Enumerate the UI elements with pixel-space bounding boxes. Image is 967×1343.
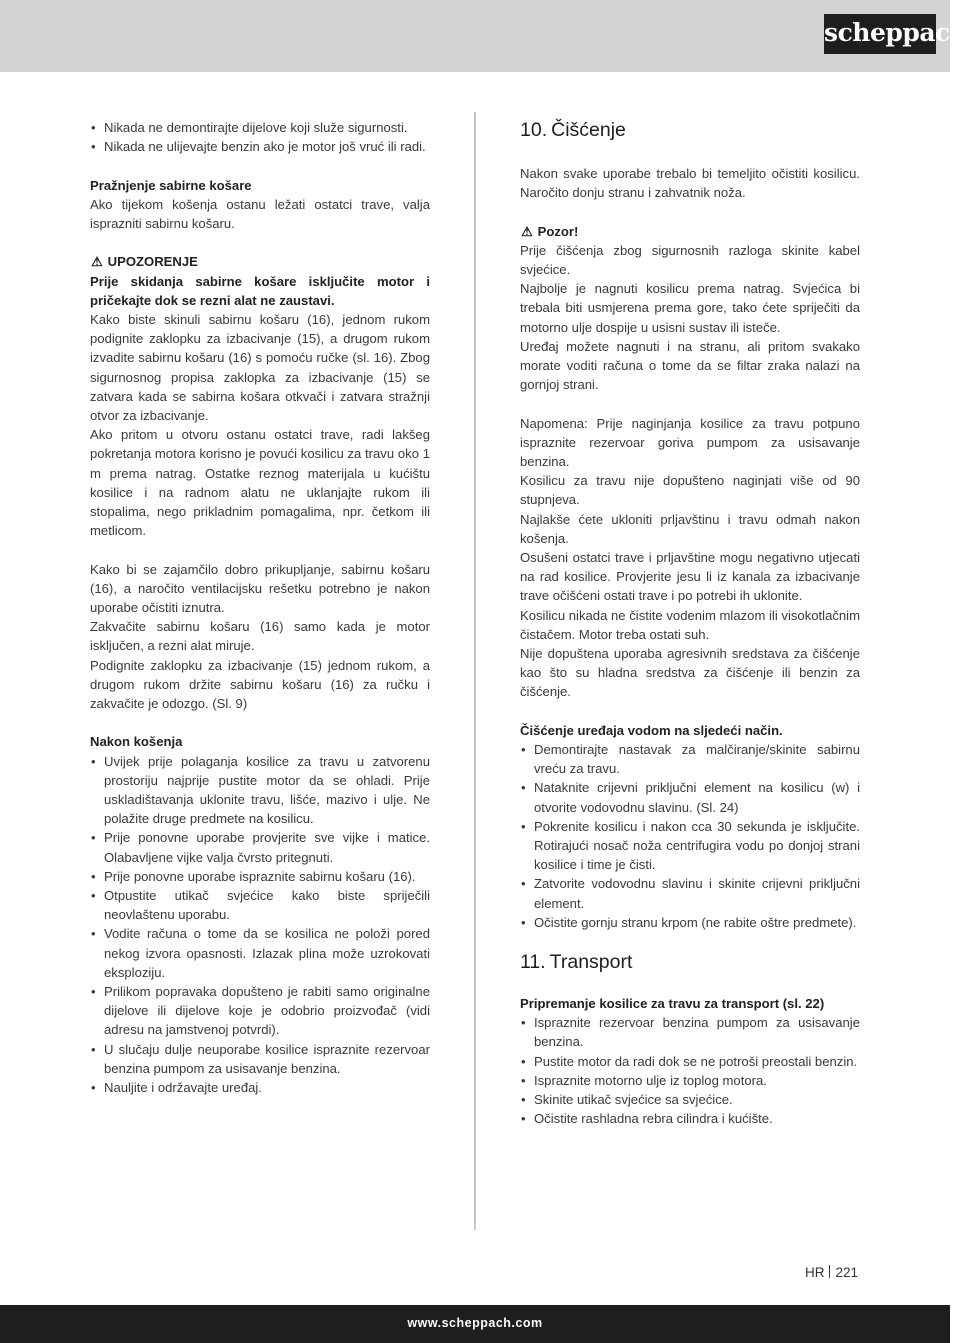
paragraph: Prije čišćenja zbog sigurnosnih razloga skinite kabel svjećice. bbox=[520, 242, 860, 277]
list-item: • Očistite rashladna rebra cilindra i kućište. bbox=[520, 1109, 860, 1128]
separator bbox=[829, 1265, 830, 1278]
section-11-heading bbox=[520, 950, 860, 974]
paragraph: Ako pritom u otvoru ostanu ostatci trave, radi lakšeg pokretanja motora korisno je povući kosilicu za travu oko 1 m prema natrag. Ostatke reznog materijala u kućištu kosilice i na radnom alatu ne uklanjajte rukom ili stopalima, nego prikladnim pomagalima, npr. četkom ili metlicom. bbox=[90, 427, 430, 539]
section-number: 11. bbox=[520, 951, 546, 974]
list-item: • Zatvorite vodovodnu slavinu i skinite crijevni priključni element. bbox=[520, 874, 860, 912]
list-item: • Prije ponovne uporabe ispraznite sabirnu košaru (16). bbox=[90, 867, 430, 886]
paragraph: Kosilicu nikada ne čistite vodenim mlazom ili visokotlačnim čistačem. Motor treba ostati suh. bbox=[520, 607, 860, 642]
list-item: • Vodite računa o tome da se kosilica ne položi pored nekog izvora opasnosti. Izlazak plina može uzrokovati eksploziju. bbox=[90, 924, 430, 982]
section-number: 10. bbox=[520, 119, 548, 141]
caution-label bbox=[520, 222, 860, 241]
header-bar bbox=[0, 0, 967, 72]
paragraph: Osušeni ostatci trave i prljavštine mogu negativno utjecati na rad kosilice. Provjerite jesu li iz kanala za izbacivanje trave očišćeni ostati trave i po potrebi ih uklonite. bbox=[520, 550, 860, 604]
list-item: • Prilikom popravaka dopušteno je rabiti samo originalne dijelove ili dijelove koje je odobrio proizvođač (vidi adresu na jamstvenoj potvrdi). bbox=[90, 982, 430, 1040]
list-item: • U slučaju dulje neuporabe kosilice ispraznite rezervoar benzina pumpom za usisavanje benzina. bbox=[90, 1040, 430, 1078]
list-item: • Ispraznite rezervoar benzina pumpom za usisavanje benzina. bbox=[520, 1013, 860, 1051]
right-column bbox=[520, 118, 860, 1129]
section-10-heading bbox=[520, 118, 860, 142]
transport-list bbox=[520, 1013, 860, 1128]
list-item: • Otpustite utikač svjećice kako biste spriječili neovlaštenu uporabu. bbox=[90, 886, 430, 924]
emptying-heading: Pražnjenje sabirne košare bbox=[90, 177, 252, 193]
list-item: • Pokrenite kosilicu i nakon cca 30 sekunda je isključite. Rotirajući nosač noža centrifugira vodu po donjoj strani kosilice i time je čisti. bbox=[520, 817, 860, 875]
website-link[interactable]: www.scheppach.com bbox=[407, 1316, 543, 1330]
paragraph: Uređaj možete nagnuti i na stranu, ali pritom svakako morate voditi računa o tome da se filtar zraka nalazi na gornjoj strani. bbox=[520, 338, 860, 393]
warning-text: Prije skidanja sabirne košare isključite motor i pričekajte dok se rezni alat ne zaustavi. bbox=[90, 273, 430, 308]
list-item: • Uvijek prije polaganja kosilice za travu u zatvorenu prostoriju najprije pustite motor da se ohladi. Prije uskladištavanja uklonite travu, lišće, mazivo i ulje. Ne polažite druge predmete na kosilicu. bbox=[90, 752, 430, 829]
transport-heading: Pripremanje kosilice za travu za transport (sl. 22) bbox=[520, 996, 825, 1012]
list-item: • Nauljite i održavajte uređaj. bbox=[90, 1078, 430, 1097]
section-title: Čišćenje bbox=[551, 119, 626, 141]
paragraph: Kosilicu za travu nije dopušteno naginjati više od 90 stupnjeva. bbox=[520, 473, 860, 508]
list-item: • Prije ponovne uporabe provjerite sve vijke i matice. Olabavljene vijke valja čvrsto pritegnuti. bbox=[90, 828, 430, 866]
list-item: • Nikada ne demontirajte dijelove koji služe sigurnosti. bbox=[90, 118, 430, 137]
list-item: • Skinite utikač svjećice sa svjećice. bbox=[520, 1090, 860, 1109]
warning-triangle-icon: ⚠ bbox=[521, 223, 533, 239]
after-mowing-list bbox=[90, 752, 430, 1098]
list-item: • Nataknite crijevni priključni element na kosilicu (w) i otvorite vodovodnu slavinu. (Sl. 24) bbox=[520, 778, 860, 816]
list-item: • Nikada ne ulijevajte benzin ako je motor još vruć ili radi. bbox=[90, 137, 430, 156]
paragraph: Najbolje je nagnuti kosilicu prema natrag. Svjećica bi trebala biti usmjerena prema gore, tako ćete spriječiti da motorno ulje dospije u usisni sustav ili isteče. bbox=[520, 281, 860, 335]
column-divider bbox=[474, 112, 476, 1230]
language-code: HR bbox=[804, 1265, 825, 1280]
paragraph: Kako bi se zajamčilo dobro prikupljanje, sabirnu košaru (16), a naročito ventilacijsku rešetku potrebno je nakon uporabe očistiti iznutra. bbox=[90, 561, 430, 616]
water-cleaning-heading: Čišćenje uređaja vodom na sljedeći način. bbox=[520, 722, 783, 738]
paragraph: Podignite zaklopku za izbacivanje (15) jednom rukom, a drugom rukom držite sabirnu košaru (16) za ručku i zakvačite je odozgo. (Sl. 9) bbox=[90, 657, 430, 712]
water-cleaning-list bbox=[520, 740, 860, 932]
scheppach-logo: scheppach bbox=[824, 14, 936, 54]
footer-bar bbox=[0, 1305, 950, 1343]
paragraph: Kako biste skinuli sabirnu košaru (16), jednom rukom podignite zaklopku za izbacivanje (15), a drugom rukom izvadite sabirnu košaru (16) s pomoću ručke (sl. 16). Zbog sigurnosnog propisa zaklopka za izbacivanje (15) se zatvara kada se sabirna košara otkvači i zatvara stražnji otvor za izbacivanje. bbox=[90, 312, 430, 424]
list-item: • Pustite motor da radi dok se ne potroši preostali benzin. bbox=[520, 1052, 860, 1071]
safety-bullet-list bbox=[90, 118, 430, 156]
paragraph: Nije dopuštena uporaba agresivnih sredstava za čišćenje kao što su hladna sredstva za čišćenje ili benzin za čišćenje. bbox=[520, 646, 860, 700]
list-item: • Očistite gornju stranu krpom (ne rabite oštre predmete). bbox=[520, 913, 860, 932]
page-number bbox=[805, 1265, 858, 1280]
warning-label-text: UPOZORENJE bbox=[107, 254, 198, 270]
paragraph: Najlakše ćete ukloniti prljavštinu i travu odmah nakon košenja. bbox=[520, 511, 860, 546]
page-number-value: 221 bbox=[835, 1265, 858, 1280]
warning-label bbox=[90, 252, 430, 271]
caution-label-text: Pozor! bbox=[537, 223, 579, 239]
section-title: Transport bbox=[549, 951, 633, 974]
list-item: • Demontirajte nastavak za malčiranje/skinite sabirnu vreću za travu. bbox=[520, 740, 860, 778]
paragraph: Napomena: Prije naginjanja kosilice za travu potpuno ispraznite rezervoar goriva pumpom za usisavanje benzina. bbox=[520, 415, 860, 470]
paragraph: Zakvačite sabirnu košaru (16) samo kada je motor isključen, a rezni alat miruje. bbox=[90, 619, 430, 654]
list-item: • Ispraznite motorno ulje iz toplog motora. bbox=[520, 1071, 860, 1090]
cleaning-intro: Nakon svake uporabe trebalo bi temeljito očistiti kosilicu. Naročito donju stranu i zahvatnik noža. bbox=[520, 166, 860, 201]
warning-triangle-icon: ⚠ bbox=[91, 254, 103, 270]
after-mowing-heading: Nakon košenja bbox=[90, 734, 183, 750]
left-column bbox=[90, 118, 430, 1097]
emptying-text: Ako tijekom košenja ostanu ležati ostatci trave, valja isprazniti sabirnu košaru. bbox=[90, 196, 430, 231]
